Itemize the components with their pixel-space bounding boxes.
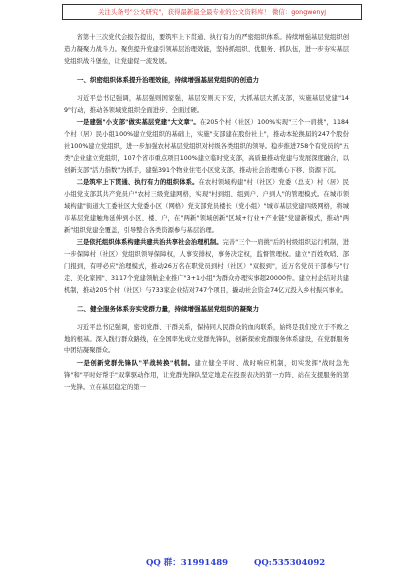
section-heading-2: 二、健全服务体系夯实党群力量，持续增强基层党组织的凝聚力: [77, 304, 259, 313]
contact-footer: [0, 556, 408, 570]
paragraph-6: 习近平总书记强调，密切党群、干群关系，保持同人民群众的血肉联系，始终是我们党立于不败之地的根基。深入践行群众路线，在全国率先成立党群先锋队，创新探索党群服务体系建设，在党群服务中团结凝聚群众。: [64, 323, 349, 355]
promo-banner: [62, 4, 362, 20]
qq-number: QQ:535304092: [254, 558, 326, 568]
promo-banner-text: 关注头条号"公文研究"，获得最新最全最专业的公文资料库！ 微信：gongwenyj: [97, 8, 327, 16]
paragraph-4: [64, 177, 349, 237]
paragraph-7: [64, 358, 349, 394]
section-heading-1: 一、织密组织体系提升治理效能，持续增强基层党组织的创造力: [77, 75, 259, 84]
paragraph-7-text: 建立健全平时、战时响应机制，切实发挥"战时急先锋"和"平时好帮手"双掌驱动作用，让党群先锋队坚定地走在投票表决的第一方阵、站在支援服务的第一先锋。立在基层稳定的第一: [64, 359, 350, 391]
paragraph-3-lead: 一是建强"小支部"做实基层党建"大文章"。: [76, 119, 200, 127]
paragraph-2: 习近平总书记强调，基层强则国家强，基层安则天下安，大抓基层大抓支部，实施基层党建"149"行动，推动各领域党组织全面进步、全面过硬。: [64, 94, 349, 114]
document-body: [64, 32, 349, 394]
paragraph-7-lead: 一是创新党群先锋队"平战转换"机制。: [76, 359, 195, 367]
paragraph-5-text: 完善"三个一肩挑"后的村级组织运行机制，进一步保障村（社区）党组织领导保障权，人事安排权，事务决定权，监督管理权。建立"百姓吹哨、部门报到，有呼必应"治理模式，推动26万名在职党员到村（社区）"双报到"，近万名党员干部参与"行走、美化家园"、3117个党建领航企业推广"3+1小组"为群众办理实事超20000件。建立村企结对共建机制，推动205个村（社区）与733家企业结对747个项目，撬动社会资金74亿元投入乡村振兴事业。: [64, 239, 350, 294]
paragraph-4-lead: 二是筑牢上下贯通、执行有力的组织体系。: [76, 179, 199, 187]
paragraph-3: [64, 117, 349, 177]
paragraph-5: [64, 237, 349, 297]
paragraph-4-text: 在农村领域构建"村（社区）党委（总支）村（居）民小组党支部其共产党员户"农村三级党建网格，实现"村到组、组到户、户到人"的管理模式。在城市领域构建"街道大工委社区大党委小区（网格）党支部党员楼长（党小组）"城市基层党建四级网格，将城市基层党建触角延伸到小区、楼、户，在"两新"领域创新"区域+行业+产业链"党建新模式，推动"两新"组织党建全覆盖，引导整合各类资源参与基层治理。: [64, 179, 349, 234]
qq-group: QQ 群：31991489: [146, 558, 229, 568]
intro-paragraph: 省第十三次党代会报告提出，要筑牢上下贯通、执行有力的严密组织体系。持续增强基层党组织创造力凝聚力战斗力。聚焦提升党建引领基层治理效能，坚持抓组织、优服务、抓队伍，进一步夯实基层党组织战斗堡垒，让党建促一流发展。: [64, 34, 349, 65]
paragraph-5-lead: 三是依托组织体系构建共建共治共享社会治理机制。: [76, 239, 223, 247]
paragraph-3-text: 在205个村（社区）100%实现"三个一肩挑"，1184个村（居）民小组100%建立党组织的基础上，实施"支部建在股份社上"，推动本轮换届的247个股份社100%建立党组织，进一步加强农村基层党组织对村级各类组织的领导。稳步推进758个有党员的"五类"企业建立党组织，107个省市重点项目100%建立临时党支部，高质量推动党建与发展深度融合，以创新支部"活力指数"为抓手，建强391个物业住宅小区党支部，推动社会治理重心下移、资源下沉。: [64, 119, 350, 174]
